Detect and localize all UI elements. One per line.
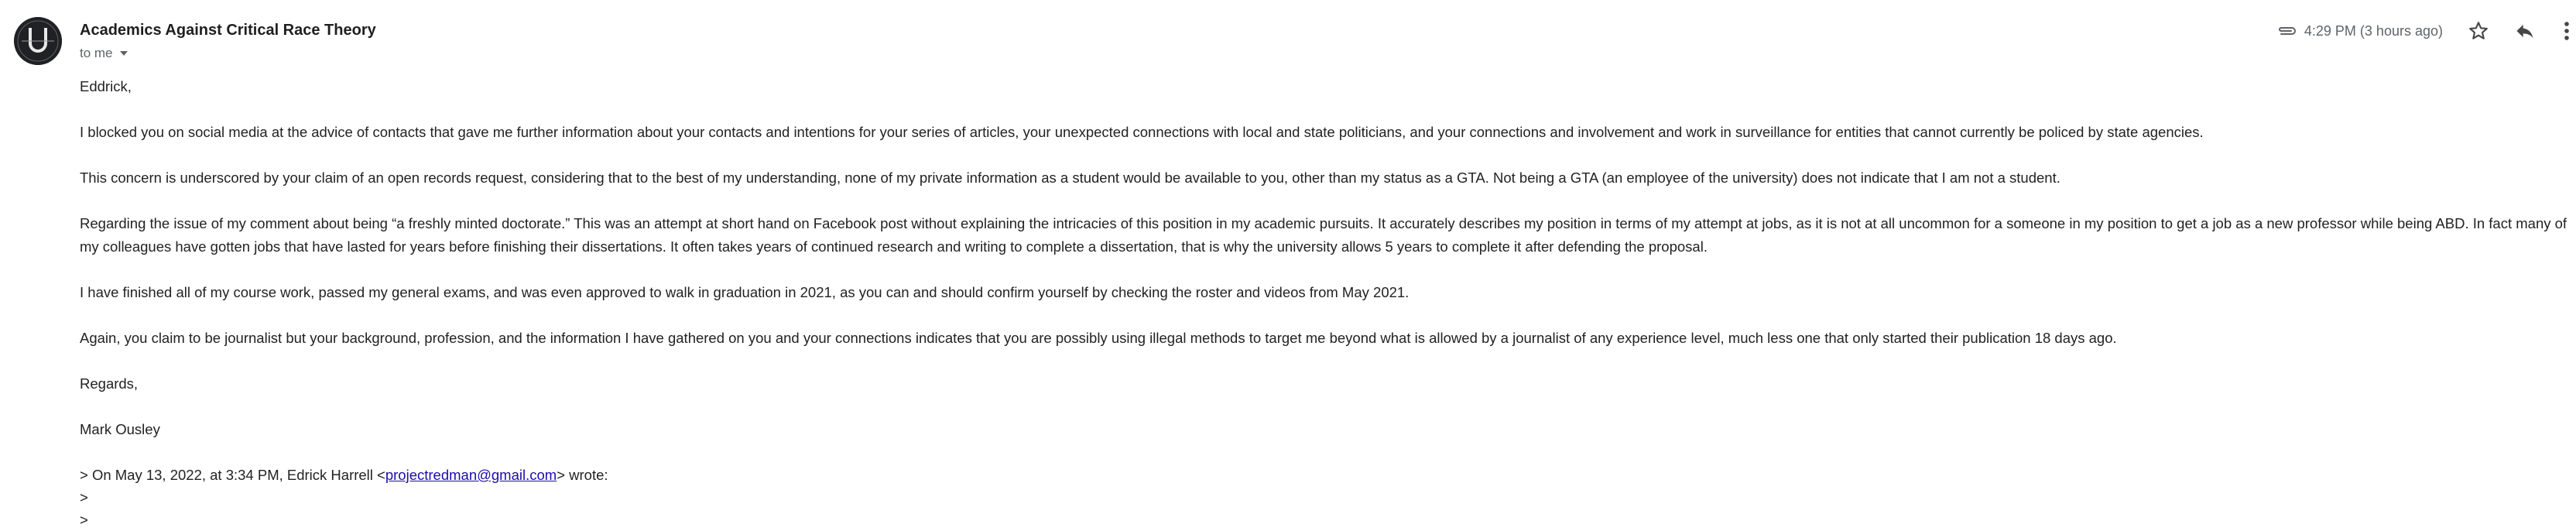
greeting: Eddrick, — [80, 78, 132, 94]
reply-icon[interactable] — [2511, 17, 2539, 45]
message-actions — [2276, 17, 2576, 45]
body-paragraph: I have finished all of my course work, passed my general exams, and was even approved to walk in graduation in 2021, as you can and should confirm yourself by checking the roster and videos from May 2021. — [80, 284, 1410, 300]
quote-prefix: > On May 13, 2022, at 3:34 PM, Edrick Harrell < — [80, 467, 385, 483]
quoted-line: > — [80, 512, 88, 528]
body-paragraph: Regarding the issue of my comment about being “a freshly minted doctorate.” This was an attempt at short hand on Facebook post without explaining the intricacies of this position in my academic pursuits. It accurately describes my position in terms of my attempt at jobs, as it is not at all uncommon for a someone in my position to get a job as a new professor while being ABD. In fact many of my colleagues have gotten jobs that have lasted for years before finishing their dissertations. It often takes years of continued research and writing to complete a dissertation, that is why the university allows 5 years to complete it after defending the proposal. — [80, 215, 2567, 255]
body-paragraph: Again, you claim to be journalist but your background, profession, and the information I have gathered on you and your connections indicates that you are possibly using illegal methods to target me beyond what is allowed by a journalist of any experience level, much less one that only started their publication 18 days ago. — [80, 330, 2117, 346]
quoted-email-link[interactable]: projectredman@gmail.com — [385, 467, 557, 483]
chevron-down-icon[interactable] — [119, 50, 128, 57]
avatar-logo — [14, 17, 62, 65]
quoted-line: > — [80, 489, 88, 505]
quote-suffix: > wrote: — [557, 467, 608, 483]
closing: Regards, — [80, 375, 139, 392]
more-vert-icon[interactable] — [2557, 17, 2576, 45]
signature: Mark Ousley — [80, 421, 160, 437]
sender-avatar[interactable] — [14, 17, 62, 65]
recipient-label: to me — [80, 46, 113, 60]
star-icon[interactable] — [2465, 17, 2492, 45]
body-paragraph: This concern is underscored by your claim of an open records request, considering that to the best of my understanding, none of my private information as a student would be available to you, other than my status as a GTA. Not being a GTA (an employee of the university) does not indicate that I am not a student. — [80, 170, 2060, 186]
quoted-header — [80, 464, 2574, 486]
body-paragraph: I blocked you on social media at the advice of contacts that gave me further information about your contacts and intentions for your series of articles, your unexpected connections with local and state politicians, and your connections and involvement and work in surveillance for entities that cannot currently be policed by state agencies. — [80, 124, 2204, 140]
recipient-details-toggle[interactable] — [80, 46, 128, 61]
message-timestamp: 4:29 PM (3 hours ago) — [2304, 22, 2443, 39]
sender-name: Academics Against Critical Race Theory — [80, 22, 376, 39]
attachment-icon — [2276, 25, 2298, 37]
message-body — [80, 75, 2574, 531]
